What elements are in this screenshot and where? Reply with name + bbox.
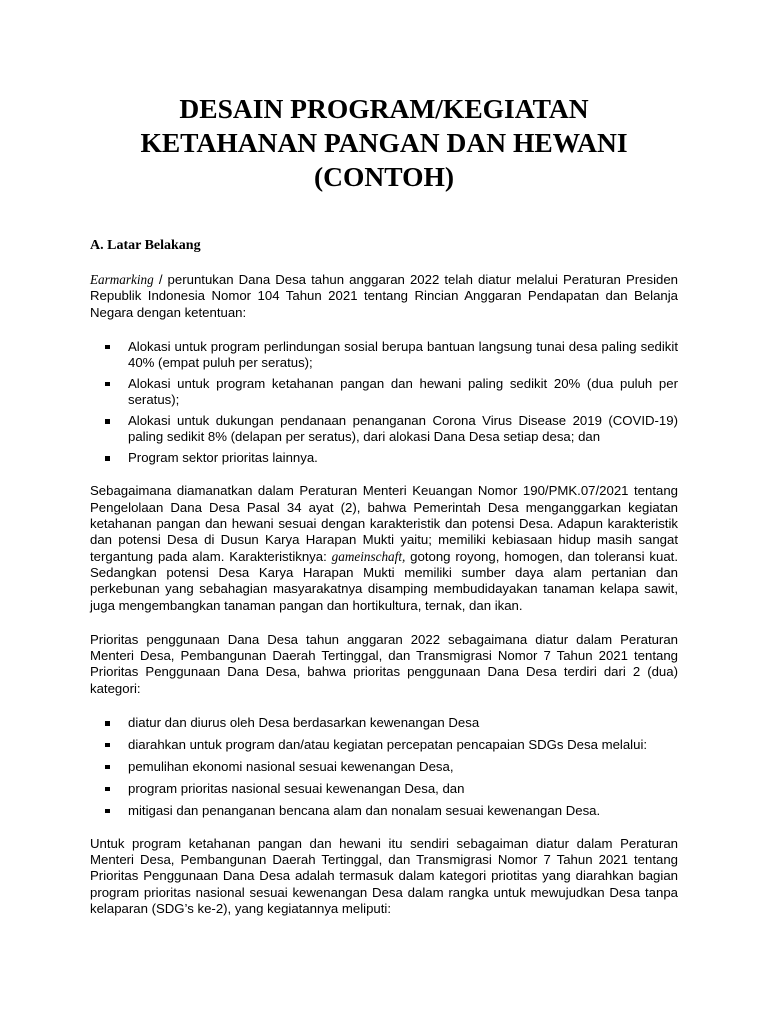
list-item: diatur dan diurus oleh Desa berdasarkan kewenangan Desa [128, 715, 678, 731]
paragraph-karakteristik-after: gotong royong, homogen, dan toleransi kuat. Sedangkan potensi Desa Karya Harapan Mukti memiliki sumber daya alam pertanian dan perkebunan yang sebahagian masyarakatnya disamping membudidayakan tanaman kelapa sawit, juga mengembangkan tanaman pangan dan hortikultura, ternak, dan ikan. [90, 548, 678, 613]
paragraph-karakteristik [90, 483, 678, 613]
title-line-3: (CONTOH) [313, 161, 455, 192]
italic-term-gameinschaft: gameinschaft, [331, 548, 406, 564]
paragraph-earmarking-text: / peruntukan Dana Desa tahun anggaran 2022 telah diatur melalui Peraturan Presiden Republik Indonesia Nomor 104 Tahun 2021 tentang Rincian Anggaran Pendapatan dan Belanja Negara dengan ketentuan: [90, 272, 678, 320]
paragraph-prioritas: Prioritas penggunaan Dana Desa tahun anggaran 2022 sebagaimana diatur dalam Peraturan Menteri Desa, Pembangunan Daerah Tertinggal, dan Transmigrasi Nomor 7 Tahun 2021 tentang Prioritas Penggunaan Dana Desa, bahwa prioritas penggunaan Dana Desa terdiri dari 2 (dua) kategori: [90, 631, 678, 696]
paragraph-ketahanan-pangan: Untuk program ketahanan pangan dan hewani itu sendiri sebagaiman diatur dalam Peraturan Menteri Desa, Pembangunan Daerah Tertinggal, dan Transmigrasi Nomor 7 Tahun 2021 tentang Prioritas Penggunaan Dana Desa adalah termasuk dalam kategori priotitas yang diarahkan bagian program prioritas nasional sesuai kewenangan Desa dalam rangka untuk mewujudkan Desa tanpa kelaparan (SDG’s ke-2), yang kegiatannya meliputi: [90, 835, 678, 917]
paragraph-karakteristik-before: Sebagaimana diamanatkan dalam Peraturan Menteri Keuangan Nomor 190/PMK.07/2021 tentang Pengelolaan Dana Desa Pasal 34 ayat (2), bahwa Pemerintah Desa menganggarkan kegiatan ketahanan pangan dan hewani sesuai dengan karakteristik dan potensi Desa. Adapun karakteristik dan potensi Desa di Dusun Karya Harapan Mukti yaitu; memiliki kebiasaan hidup masih sangat tergantung pada alam. Karakteristiknya: [90, 483, 678, 564]
list-item: Alokasi untuk program ketahanan pangan dan hewani paling sedikit 20% (dua puluh per seratus); [128, 375, 678, 408]
list-item: pemulihan ekonomi nasional sesuai kewenangan Desa, [128, 759, 678, 775]
section-heading-latar-belakang: A. Latar Belakang [90, 238, 201, 253]
list-item: Program sektor prioritas lainnya. [128, 450, 678, 466]
document-title [90, 92, 678, 194]
italic-term-earmarking: Earmarking [90, 272, 154, 287]
list-item: diarahkan untuk program dan/atau kegiatan percepatan pencapaian SDGs Desa melalui: [128, 737, 678, 753]
list-item: program prioritas nasional sesuai kewenangan Desa, dan [128, 781, 678, 797]
allocation-list [90, 339, 678, 467]
list-item: Alokasi untuk program perlindungan sosial berupa bantuan langsung tunai desa paling sedikit 40% (empat puluh per seratus); [128, 338, 678, 371]
paragraph-earmarking [90, 272, 678, 321]
list-item: Alokasi untuk dukungan pendanaan penanganan Corona Virus Disease 2019 (COVID-19) paling sedikit 8% (delapan per seratus), dari alokasi Dana Desa setiap desa; dan [128, 413, 678, 445]
title-line-2: KETAHANAN PANGAN DAN HEWANI [140, 127, 628, 158]
title-line-1: DESAIN PROGRAM/KEGIATAN [179, 93, 589, 124]
priority-category-list [90, 715, 678, 819]
list-item: mitigasi dan penanganan bencana alam dan nonalam sesuai kewenangan Desa. [128, 803, 678, 819]
